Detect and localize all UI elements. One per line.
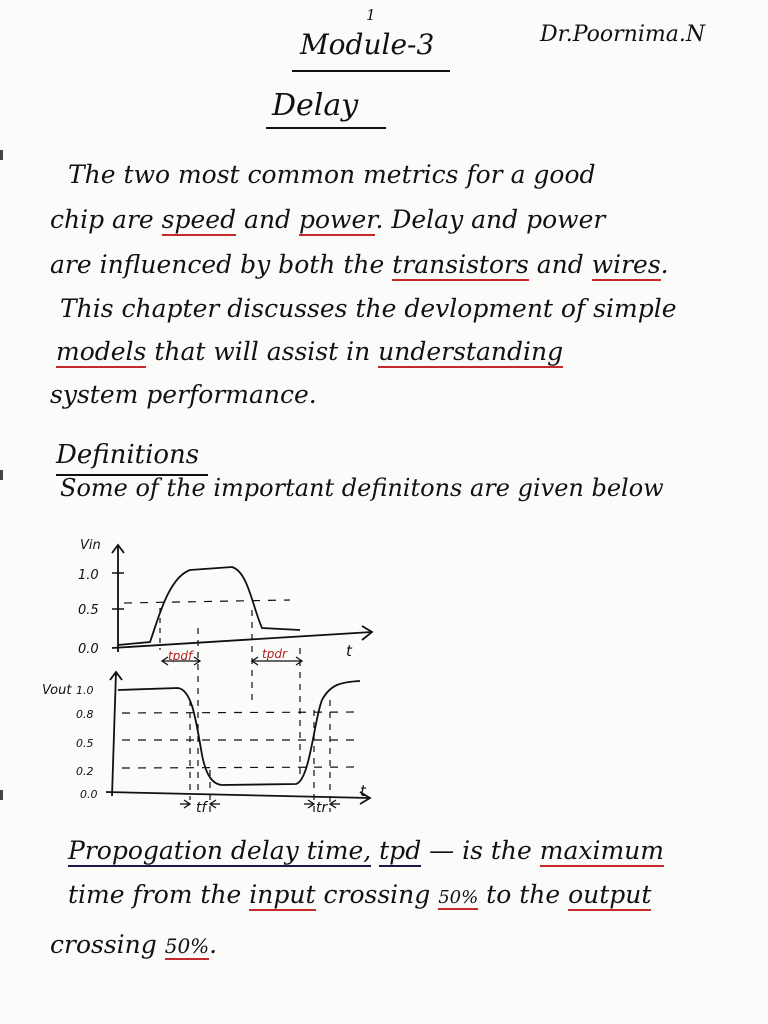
percent-50-first: 50% <box>438 887 479 908</box>
vout-20-percent-line <box>122 767 360 768</box>
keyword-speed: speed <box>161 205 237 234</box>
definitions-heading: Definitions <box>56 440 200 470</box>
vin-label: Vin <box>80 538 101 553</box>
paragraph-line-4: This chapter discusses the devlopment of simple <box>60 294 677 323</box>
vout-waveform <box>118 681 360 785</box>
page-title: Module-3 <box>300 28 435 61</box>
percent-50-second: 50% <box>164 934 210 958</box>
tf-label: tf <box>196 800 207 816</box>
keyword-wires: wires <box>591 250 661 279</box>
vin-tick-1: 1.0 <box>78 568 99 583</box>
paragraph-line-5: models that will assist in understanding <box>56 337 564 366</box>
t-label-output: t <box>360 782 366 800</box>
vout-tick-0: 0.0 <box>80 788 98 801</box>
keyword-power: power <box>299 205 376 234</box>
vout-tick-05: 0.5 <box>76 737 94 750</box>
tr-label: tr <box>316 800 328 816</box>
vout-tick-08: 0.8 <box>76 708 94 721</box>
output-waveform-graph <box>42 672 370 816</box>
vin-50-percent-line <box>124 600 290 603</box>
keyword-maximum: maximum <box>539 836 664 865</box>
vout-tick-1: 1.0 <box>76 684 94 697</box>
propagation-line-3: crossing 50%. <box>50 930 218 959</box>
input-waveform-graph <box>78 538 372 790</box>
vout-label: Vout <box>42 683 72 698</box>
propagation-line-1: Propogation delay time, tpd — is the maximum <box>68 836 664 865</box>
vin-tick-05: 0.5 <box>78 603 99 618</box>
vout-80-percent-line <box>122 712 360 713</box>
paragraph-line-6: system performance. <box>50 380 317 409</box>
propagation-term: Propogation delay time, <box>68 836 372 865</box>
vout-axis <box>112 672 116 796</box>
topic-heading: Delay <box>272 88 359 123</box>
author-name: Dr.Poornima.N <box>540 22 706 47</box>
vin-tick-0: 0.0 <box>78 642 99 657</box>
paragraph-line-1: The two most common metrics for a good <box>68 160 596 189</box>
definitions-intro: Some of the important definitons are given below <box>60 474 664 502</box>
paragraph-line-3: are influenced by both the transistors and wires. <box>50 250 669 279</box>
tpdf-label: tpdf <box>168 649 193 663</box>
keyword-output: output <box>568 880 652 909</box>
keyword-models: models <box>56 337 147 366</box>
paragraph-line-2: chip are speed and power. Delay and power <box>50 205 606 234</box>
keyword-transistors: transistors <box>392 250 529 279</box>
vin-pulse <box>118 567 300 645</box>
propagation-line-2: time from the input crossing 50% to the output <box>68 880 652 909</box>
tpdr-label: tpdr <box>262 647 287 661</box>
page-number: 1 <box>366 6 376 24</box>
keyword-input: input <box>249 880 316 909</box>
vout-tick-02: 0.2 <box>76 765 94 778</box>
keyword-understanding: understanding <box>378 337 564 366</box>
tpd-symbol: tpd <box>379 836 422 865</box>
t-label-input: t <box>346 642 352 660</box>
